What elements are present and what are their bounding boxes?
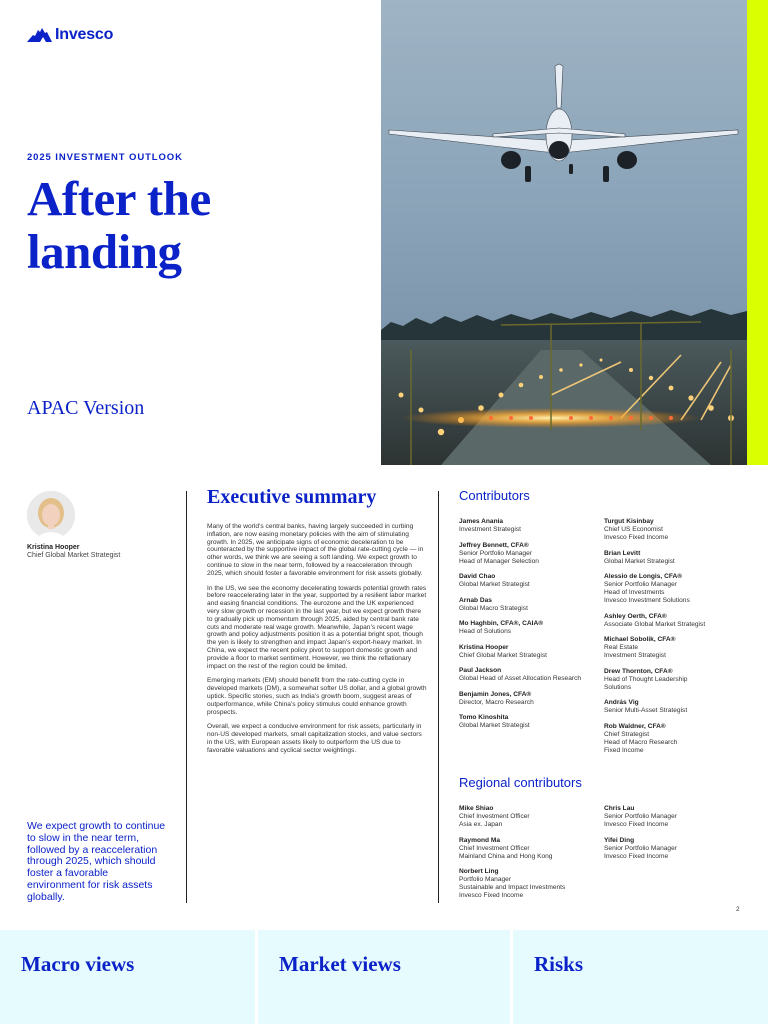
contributor-entry (459, 542, 604, 566)
invesco-logo[interactable] (27, 26, 113, 44)
contributor-title: Solutions (604, 683, 632, 691)
contributors-section (459, 488, 749, 762)
hero-airplane-photo (381, 0, 747, 465)
author-card (27, 491, 177, 559)
contributor-title: Senior Portfolio Manager (604, 813, 677, 820)
author-role: Chief Global Market Strategist (27, 552, 121, 559)
contributor-entry (604, 723, 749, 755)
nav-tile-macro-views[interactable] (0, 930, 255, 1024)
contributor-title: Asia ex. Japan (459, 821, 503, 828)
contributor-entry (459, 518, 604, 534)
contributor-name: Michael Sobolik, CFA® (604, 636, 676, 643)
contributor-title: Invesco Fixed Income (604, 534, 669, 541)
contributor-title: Associate Global Market Strategist (604, 620, 706, 628)
contributor-name: Brian Levitt (604, 549, 641, 557)
regional-contributors-heading: Regional contributors (459, 775, 582, 790)
contributor-entry (604, 636, 749, 660)
contributor-entry (604, 699, 749, 715)
contributor-title: Global Macro Strategist (459, 604, 528, 612)
contributor-entry (604, 805, 749, 829)
contributor-entry (459, 573, 604, 589)
contributor-title: Global Market Strategist (459, 722, 530, 729)
contributor-title: Senior Portfolio Manager (459, 549, 532, 557)
contributor-name: David Chao (459, 573, 496, 580)
contributor-title: Chief Investment Officer (459, 813, 530, 820)
nav-label: Risks (534, 952, 584, 976)
summary-paragraph: Emerging markets (EM) should benefit from the rate-cutting cycle in developed markets (DM), a somewhat softer US dollar, and a global growth uptick. Specific stories, such as India’s growth boom, suggest areas of outperformance, while China’s policy stimulus could enhance growth prospects. (207, 677, 427, 716)
author-name: Kristina Hooper (27, 544, 80, 551)
contributor-title: Fixed Income (604, 746, 644, 754)
contributor-title: Chief Investment Officer (459, 844, 530, 852)
page-title: After the landing (27, 171, 211, 279)
summary-paragraph: In the US, we see the economy decelerating towards potential growth rates before reaccelerating later in the year, supported by a resilient labor market and easing financial conditions. The eurozone and the UK experienced very slow growth or recession in the last year, but we expect growth there to gradually pick up momentum through 2025, aided by central bank rate cuts and moderate real wage growth. Meanwhile, Japan’s recent wage growth and policy adjustments position it as a potential bright spot, though the yen is likely to strengthen and impact Japan’s export-heavy market. In China, we expect the recent policy pivot to support domestic growth and provide a floor to market sentiment. However, we think the reflationary impact on the rest of the region could be limited. (207, 584, 427, 670)
summary-paragraph: Many of the world’s central banks, having largely succeeded in curbing inflation, are now easing monetary policies with the aim of stimulating growth. In 2025, we anticipate signs of economic deceleration to be counteracted by the supportive impact of the global rate-cutting cycle — in other words, we think we are seeing a soft landing. We expect growth to continue to slow in the near term, followed by a reacceleration through 2025, which should foster a favorable environment for risk assets globally. (207, 523, 424, 577)
contributor-title: Senior Portfolio Manager (604, 844, 677, 852)
nav-tile-market-views[interactable] (258, 930, 510, 1024)
contributor-title: Sustainable and Impact Investments (459, 884, 566, 891)
contributor-name: Norbert Ling (459, 868, 499, 875)
contributor-name: Alessio de Longis, CFA® (604, 573, 683, 580)
pull-quote: We expect growth to continue to slow in the near term, followed by a reacceleration through 2025, which should foster a favorable environment for risk assets globally. (27, 820, 166, 903)
contributor-name: Turgut Kisinbay (604, 518, 654, 525)
contributor-title: Global Head of Asset Allocation Research (459, 675, 582, 682)
contributor-name: Benjamin Jones, CFA® (459, 690, 532, 698)
contributor-name: Yifei Ding (604, 836, 635, 844)
contributor-title: Director, Macro Research (459, 698, 534, 706)
nav-label: Macro views (21, 952, 135, 976)
contributor-name: Rob Waldner, CFA® (604, 722, 666, 730)
executive-summary-title: Executive summary (207, 486, 377, 508)
contributor-entry (459, 644, 604, 660)
contributor-title: Head of Solutions (459, 628, 512, 635)
contributor-title: Global Market Strategist (604, 557, 675, 565)
contributor-title: Head of Manager Selection (459, 557, 539, 565)
contributor-title: Invesco Fixed Income (604, 852, 669, 860)
avatar (27, 491, 75, 539)
contributor-entry (459, 868, 604, 900)
summary-paragraph: Overall, we expect a conducive environment for risk assets, particularly in non-US developed markets, small capitalization stocks, and value sectors in the US, with European assets likely to outperform the US due to favorable valuations and cyclical sector weightings. (207, 723, 422, 754)
contributor-entry (459, 837, 604, 861)
regional-contributors-section (459, 775, 749, 908)
contributor-name: Kristina Hooper (459, 643, 509, 651)
contributor-title: Portfolio Manager (459, 876, 512, 883)
contributor-entry (604, 573, 749, 605)
divider (186, 491, 187, 903)
brand-name: Invesco (55, 26, 114, 43)
contributor-title: Chief US Economist (604, 526, 663, 533)
contributor-entry (604, 518, 749, 542)
accent-bar (747, 0, 768, 465)
contributor-name: András Vig (604, 699, 639, 706)
contributor-title: Invesco Fixed Income (604, 821, 669, 828)
contributor-name: Ashley Oerth, CFA® (604, 612, 667, 620)
divider (438, 491, 439, 903)
contributor-entry (604, 837, 749, 861)
executive-summary (207, 486, 427, 762)
contributor-title: Invesco Investment Solutions (604, 597, 690, 604)
nav-tile-risks[interactable] (513, 930, 768, 1024)
contributor-title: Mainland China and Hong Kong (459, 852, 553, 860)
contributor-title: Investment Strategist (459, 526, 521, 533)
contributor-entry (604, 613, 749, 629)
contributors-right-column (604, 518, 749, 762)
nav-label: Market views (279, 952, 401, 976)
contributor-title: Head of Macro Research (604, 738, 678, 746)
contributor-entry (459, 805, 604, 829)
invesco-mountain-icon (27, 27, 52, 43)
page-number: 2 (736, 906, 740, 913)
version-label: APAC Version (27, 397, 145, 419)
report-eyebrow: 2025 INVESTMENT OUTLOOK (27, 152, 183, 163)
contributor-name: Arnab Das (459, 596, 492, 604)
contributor-name: Mike Shiao (459, 805, 494, 812)
contributor-name: Tomo Kinoshita (459, 714, 509, 721)
contributor-title: Head of Investments (604, 589, 665, 596)
contributor-name: James Anania (459, 518, 504, 525)
contributor-title: Global Market Strategist (459, 581, 530, 588)
contributor-entry (459, 714, 604, 730)
contributor-entry (459, 620, 604, 636)
contributor-title: Senior Portfolio Manager (604, 581, 677, 588)
contributor-title: Real Estate (604, 644, 639, 651)
contributor-title: Investment Strategist (604, 652, 666, 659)
contributor-name: Paul Jackson (459, 667, 502, 674)
contributor-name: Jeffrey Bennett, CFA® (459, 541, 529, 549)
contributor-entry (604, 668, 749, 692)
contributor-title: Invesco Fixed Income (459, 892, 524, 899)
contributor-name: Mo Haghbin, CFA®, CAIA® (459, 620, 544, 627)
contributor-name: Drew Thornton, CFA® (604, 667, 673, 675)
contributor-name: Raymond Ma (459, 836, 501, 844)
contributor-entry (459, 597, 604, 613)
contributor-entry (604, 550, 749, 566)
regional-left-column (459, 805, 604, 908)
contributor-title: Chief Global Market Strategist (459, 651, 547, 659)
contributors-heading: Contributors (459, 488, 530, 503)
contributor-title: Head of Thought Leadership (604, 675, 688, 683)
contributor-title: Senior Multi-Asset Strategist (604, 707, 688, 714)
contributor-entry (459, 691, 604, 707)
contributor-name: Chris Lau (604, 805, 635, 812)
contributors-left-column (459, 518, 604, 762)
contributor-title: Chief Strategist (604, 730, 650, 738)
contributor-entry (459, 667, 604, 683)
regional-right-column (604, 805, 749, 908)
